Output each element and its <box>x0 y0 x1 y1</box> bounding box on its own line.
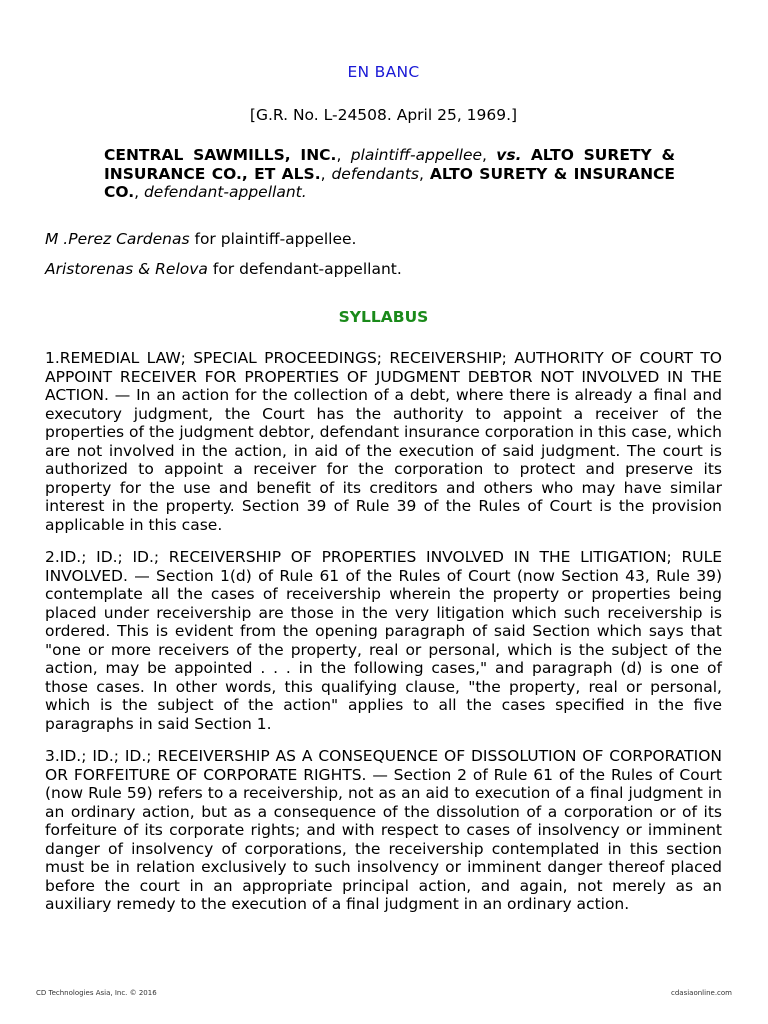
appellant-name: ALTO SURETY & INSURANCE CO. <box>104 164 676 201</box>
counsel-plaintiff-role: for plaintiff-appellee. <box>189 230 357 248</box>
case-parties: CENTRAL SAWMILLS, INC., plaintiff-appellee, vs. ALTO SURETY & INSURANCE CO., ET ALS., defendants, ALTO SURETY & INSURANCE CO., defendant-appellant. <box>104 146 676 201</box>
counsel-defendant-role: for defendant-appellant. <box>207 260 402 278</box>
plaintiff-name: CENTRAL SAWMILLS, INC. <box>104 146 337 164</box>
plaintiff-role: plaintiff-appellee <box>350 146 483 164</box>
syllabus-paragraph-1: 1.REMEDIAL LAW; SPECIAL PROCEEDINGS; RECEIVERSHIP; AUTHORITY OF COURT TO APPOINT RECEIVER FOR PROPERTIES OF JUDGMENT DEBTOR NOT INVOLVED IN THE ACTION. — In an action for the collection of a debt, where there is already a final and executory judgment, the Court has the authority to appoint a receiver of the properties of the judgment debtor, defendant insurance corporation in this case, which are not involved in the action, in aid of the execution of said judgment. The court is authorized to appoint a receiver for the corporation to protect and preserve its property for the use and benefit of its creditors and others who may have similar interest in the property. Section 39 of Rule 39 of the Rules of Court is the provision applicable in this case. <box>45 349 722 534</box>
counsel-defendant-name: Aristorenas & Relova <box>45 260 208 278</box>
syllabus-paragraph-3: 3.ID.; ID.; ID.; RECEIVERSHIP AS A CONSEQUENCE OF DISSOLUTION OF CORPORATION OR FORFEITURE OF CORPORATE RIGHTS. — Section 2 of Rule 61 of the Rules of Court (now Rule 59) refers to a receivership, not as an aid to execution of a final judgment in an ordinary action, but as a consequence of the dissolution of a corporation or of its forfeiture of its corporate rights; and with respect to cases of insolvency or imminent danger of insolvency of corporations, the receivership contemplated in this section must be in relation exclusively to such insolvency or imminent danger thereof placed before the court in an appropriate principal action, and again, not merely as an auxiliary remedy to the execution of a final judgment in an ordinary action. <box>45 747 722 913</box>
counsel-plaintiff <box>45 230 356 249</box>
court-division: EN BANC <box>347 63 420 81</box>
appellant-role: defendant-appellant. <box>143 183 307 201</box>
defendants-name: ALTO SURETY & INSURANCE CO., ET ALS. <box>104 146 676 183</box>
counsel-plaintiff-name: M .Perez Cardenas <box>45 230 190 248</box>
syllabus-heading: SYLLABUS <box>338 308 429 326</box>
footer-website: cdasiaonline.com <box>671 989 732 997</box>
defendants-role: defendants <box>331 164 419 183</box>
counsel-defendant <box>45 260 402 279</box>
syllabus-paragraph-2: 2.ID.; ID.; ID.; RECEIVERSHIP OF PROPERTIES INVOLVED IN THE LITIGATION; RULE INVOLVED. — Section 1(d) of Rule 61 of the Rules of Court (now Section 43, Rule 39) contemplate all the cases of receivership wherein the property or properties being placed under receivership are those in the very litigation which such receivership is ordered. This is evident from the opening paragraph of said Section which says that "one or more receivers of the property, real or personal, which is the subject of the action, may be appointed . . . in the following cases," and paragraph (d) is one of those cases. In other words, this qualifying clause, "the property, real or personal, which is the subject of the action" applies to all the cases specified in the five paragraphs in said Section 1. <box>45 548 722 733</box>
versus: vs. <box>496 146 522 164</box>
case-number: [G.R. No. L-24508. April 25, 1969.] <box>249 106 518 124</box>
footer-copyright: CD Technologies Asia, Inc. © 2016 <box>36 989 157 997</box>
